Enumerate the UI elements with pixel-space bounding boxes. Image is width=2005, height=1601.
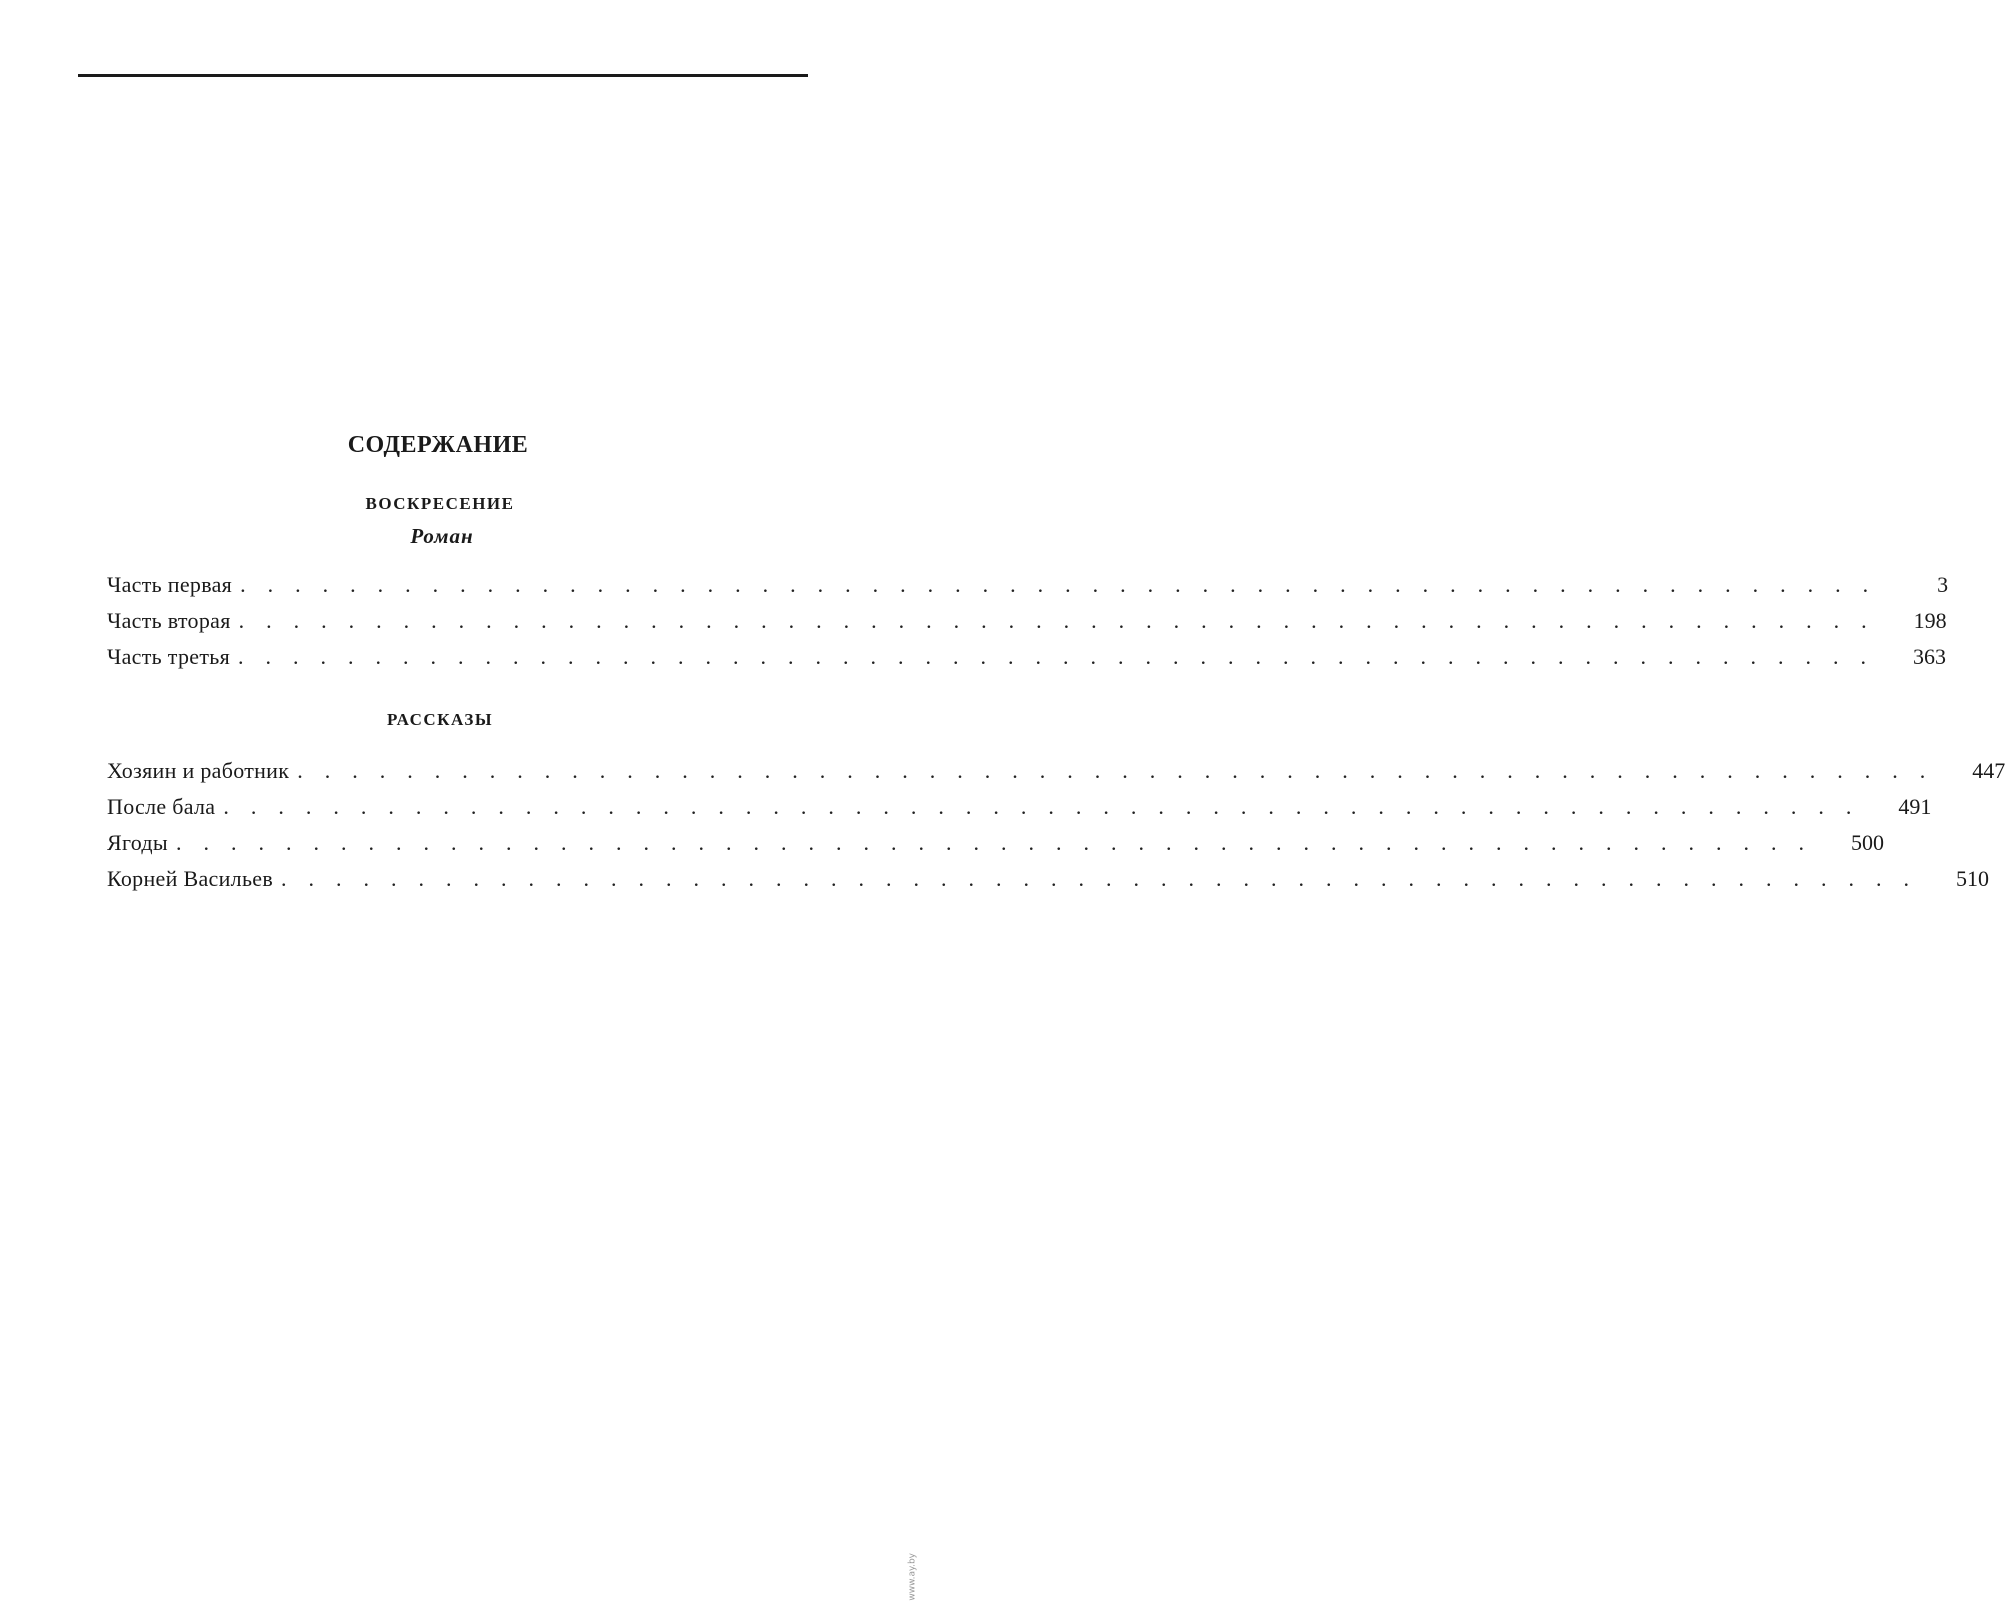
toc-entry-label: Часть вторая: [107, 608, 231, 633]
toc-entry: [107, 861, 1990, 897]
toc-entry-page: 447: [1972, 758, 2005, 783]
dot-leader: . . . . . . . . . . . . . . . . . . . . . . . . . . . . . . . . . . . . . . . . . . . . . . . . . . . . . . . . . . . .: [238, 644, 1888, 669]
dot-leader: . . . . . . . . . . . . . . . . . . . . . . . . . . . . . . . . . . . . . . . . . . . . . . . . . . . . . . . . . . . .: [297, 758, 1948, 783]
stories-toc-list: [107, 753, 2005, 897]
novel-heading: ВОСКРЕСЕНИЕ: [365, 494, 515, 513]
toc-entry-label: Часть первая: [107, 572, 233, 597]
toc-entry: [107, 789, 1932, 825]
toc-entry-page: 3: [1937, 572, 1949, 597]
toc-entry: [107, 753, 2005, 789]
dot-leader: . . . . . . . . . . . . . . . . . . . . . . . . . . . . . . . . . . . . . . . . . . . . . . . . . . . . . . . . . . . .: [238, 608, 1889, 633]
toc-entry-label: После бала: [107, 794, 216, 819]
novel-toc-list: [107, 567, 1949, 675]
dot-leader: . . . . . . . . . . . . . . . . . . . . . . . . . . . . . . . . . . . . . . . . . . . . . . . . . . . . . . . . . . . .: [281, 866, 1932, 891]
toc-entry-page: 510: [1956, 866, 1990, 891]
toc-entry-label: Часть третья: [107, 644, 230, 669]
toc-entry-page: 491: [1898, 794, 1932, 819]
dot-leader: . . . . . . . . . . . . . . . . . . . . . . . . . . . . . . . . . . . . . . . . . . . . . . . . . . . . . . . . . . . .: [176, 830, 1826, 855]
top-rule: [78, 74, 808, 77]
toc-entry-label: Хозяин и работник: [107, 758, 290, 783]
toc-entry-label: Корней Васильев: [107, 866, 274, 891]
dot-leader: . . . . . . . . . . . . . . . . . . . . . . . . . . . . . . . . . . . . . . . . . . . . . . . . . . . . . . . . . . . .: [240, 572, 1891, 597]
stories-heading: РАССКАЗЫ: [386, 710, 494, 729]
toc-entry: [107, 567, 1949, 603]
toc-entry: [107, 639, 1946, 675]
toc-entry-label: Ягоды: [107, 830, 168, 855]
watermark: www.ay.by: [908, 1553, 918, 1601]
dot-leader: . . . . . . . . . . . . . . . . . . . . . . . . . . . . . . . . . . . . . . . . . . . . . . . . . . . . . . . . . . . .: [223, 794, 1874, 819]
toc-entry-page: 198: [1913, 608, 1947, 633]
novel-subtitle: Роман: [410, 524, 474, 548]
toc-entry-page: 363: [1913, 644, 1946, 669]
toc-entry-page: 500: [1851, 830, 1884, 855]
toc-entry: [107, 825, 1884, 861]
toc-title: СОДЕРЖАНИЕ: [347, 432, 529, 458]
toc-entry: [107, 603, 1947, 639]
